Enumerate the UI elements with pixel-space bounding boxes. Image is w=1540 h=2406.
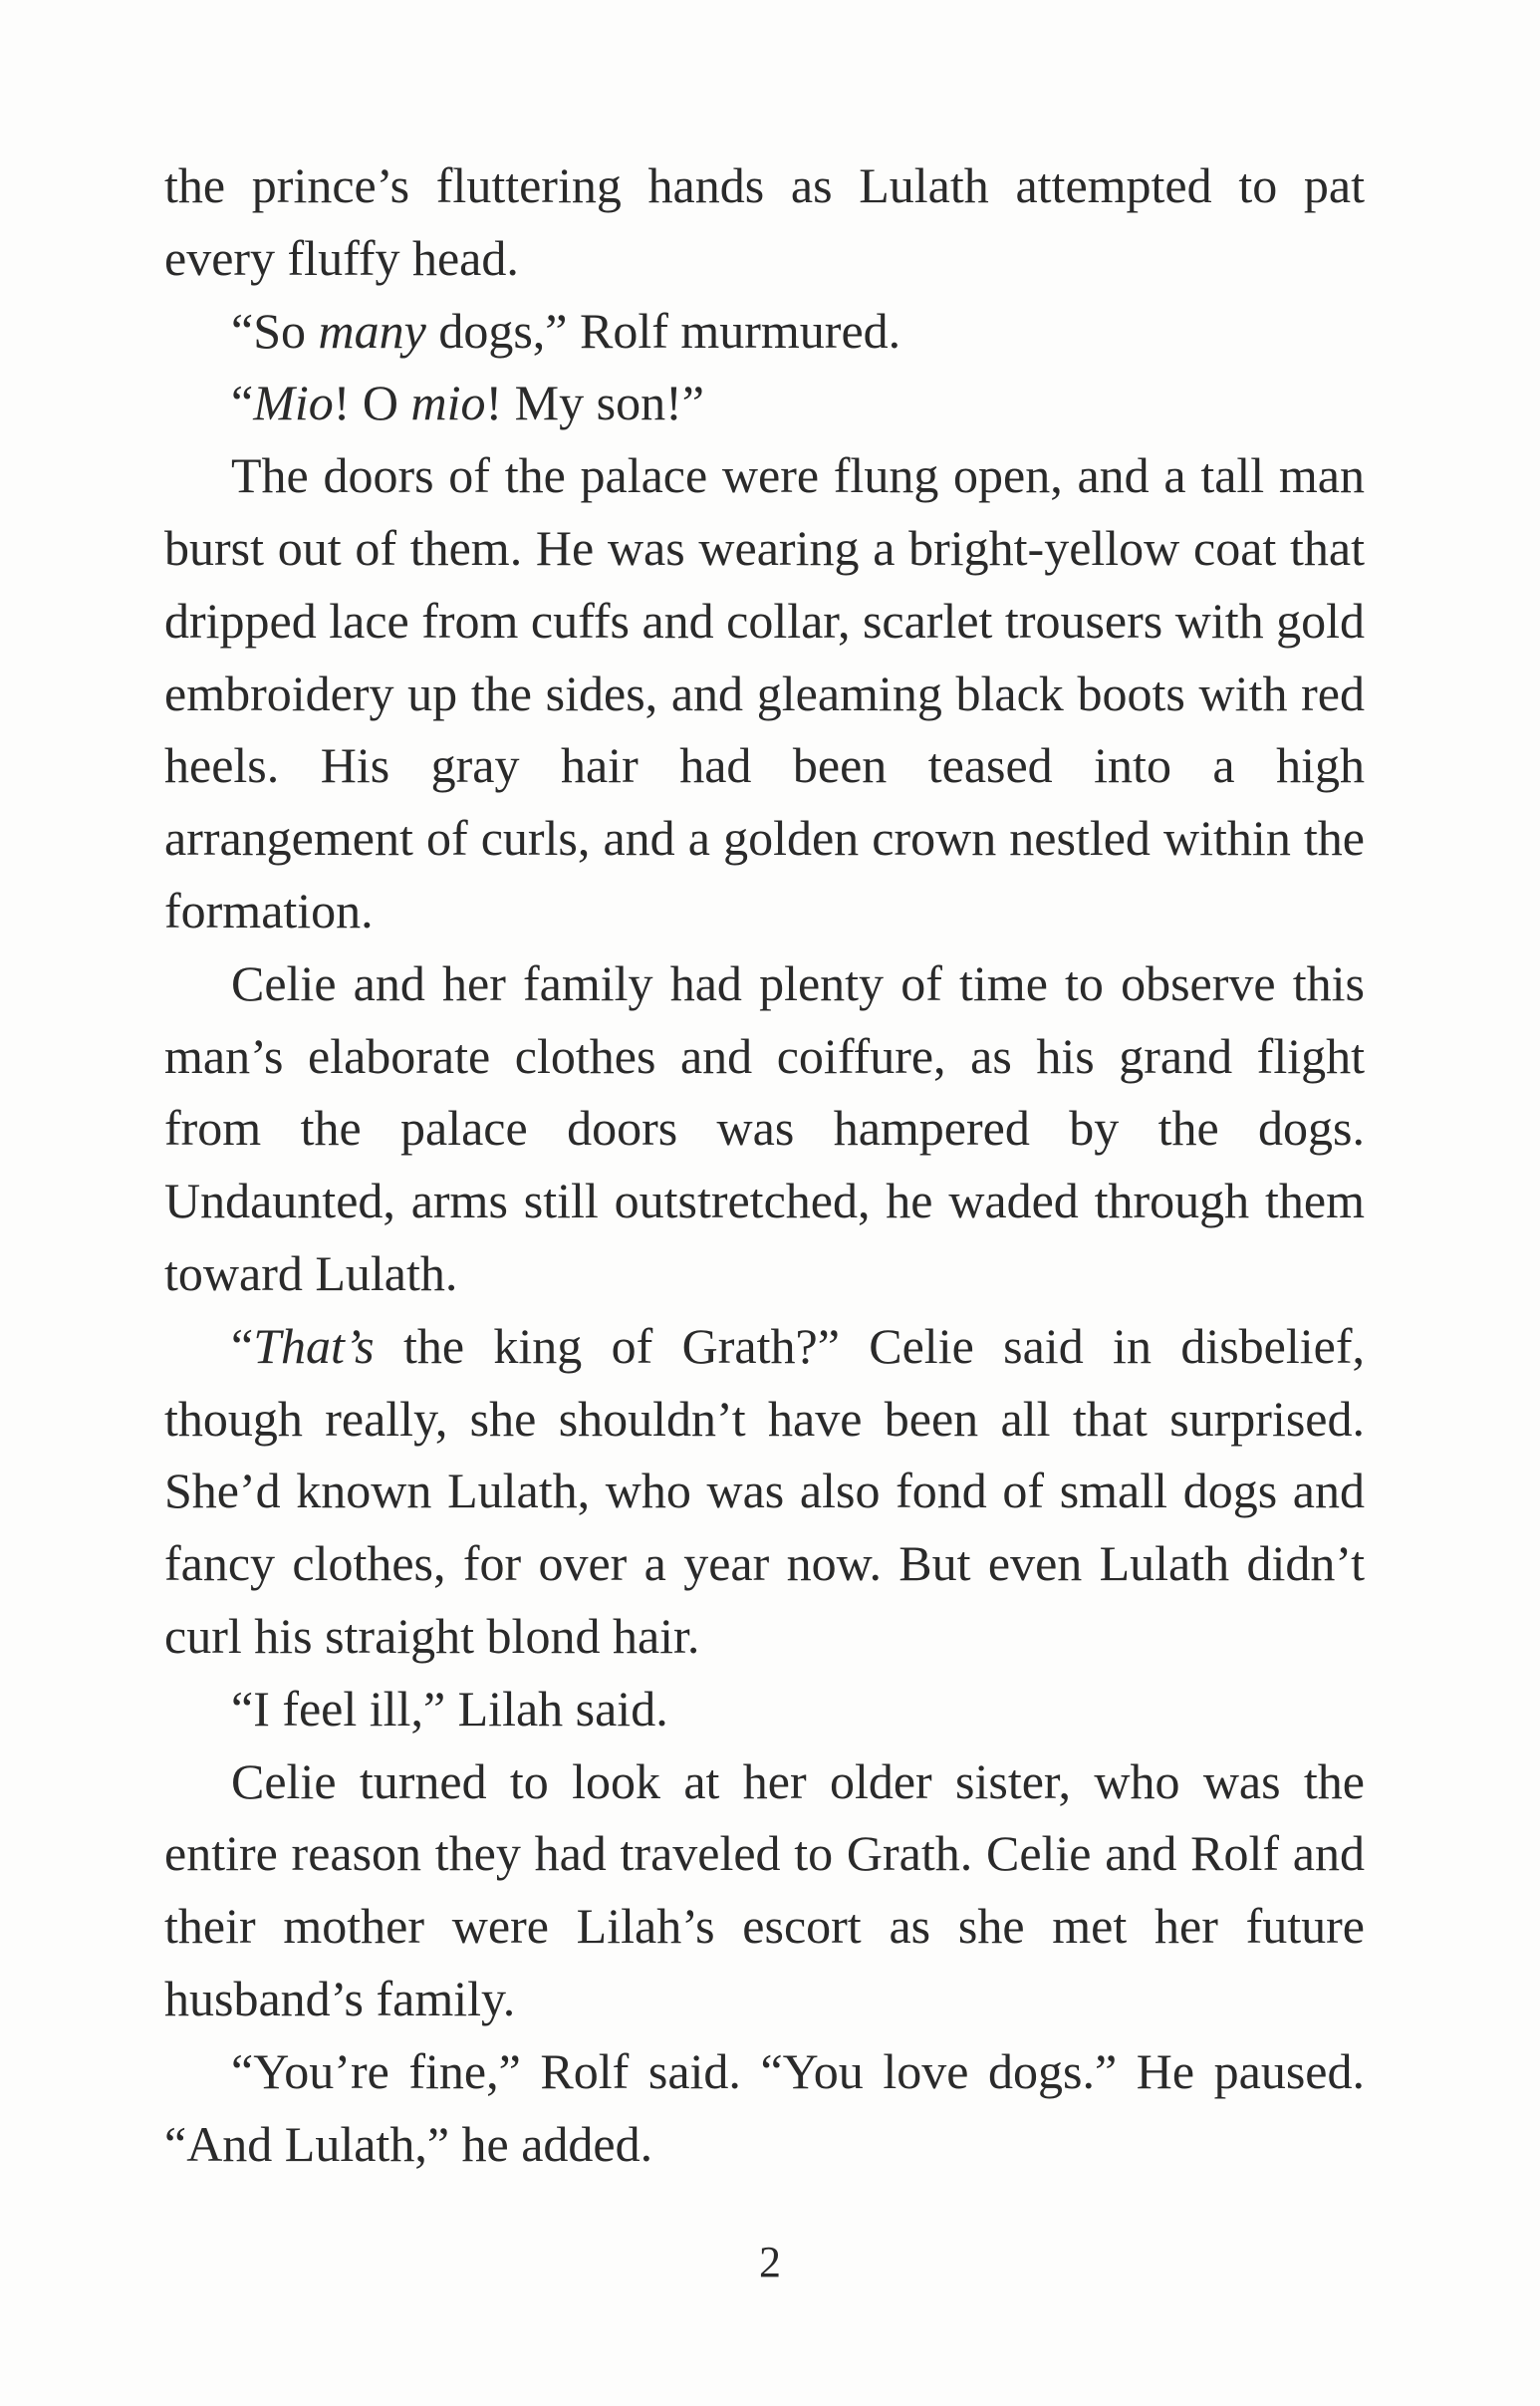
paragraph (164, 2035, 1365, 2181)
italic-text: Mio (253, 375, 334, 431)
italic-text: mio (410, 375, 486, 431)
text-segment: “ (231, 1317, 254, 1374)
paragraph (164, 149, 1365, 295)
text-segment: Celie turned to look at her older sister, who was the entire reason they had traveled to Grath. Celie and Rolf and their mother were Lilah’s escort as she met her future husband’s family. (164, 1752, 1365, 2026)
paragraph (164, 295, 1365, 368)
italic-text: That’s (253, 1317, 375, 1374)
paragraph (164, 439, 1365, 947)
text-segment: ! O (333, 375, 411, 431)
body-text (164, 149, 1365, 2180)
text-segment: ! My son!” (485, 375, 704, 431)
text-segment: The doors of the palace were flung open, and a tall man burst out of them. He was wearing a bright-yellow coat that dripped lace from cuffs and collar, scarlet trousers with gold embroidery up the sides, and gleaming black boots with red heels. His gray hair had been teased into a high arrangement of curls, and a golden crown nestled within the formation. (164, 447, 1366, 938)
text-segment: “ (231, 375, 254, 431)
paragraph (164, 367, 1365, 439)
paragraph (164, 1310, 1365, 1673)
italic-text: many (318, 302, 426, 359)
paragraph (164, 1745, 1365, 2035)
page-number: 2 (759, 2238, 781, 2286)
text-segment: the prince’s fluttering hands as Lulath attempted to pat every fluffy head. (164, 157, 1365, 286)
text-segment: Celie and her family had plenty of time to observe this man’s elaborate clothes and coiffure, as his grand flight from the palace doors was hampered by the dogs. Undaunted, arms still outstretched, he waded through them toward Lulath. (164, 954, 1365, 1301)
text-segment: “You’re fine,” Rolf said. “You love dogs.” He paused. “And Lulath,” he added. (164, 2042, 1365, 2172)
text-segment: “I feel ill,” Lilah said. (231, 1680, 668, 1737)
paragraph (164, 947, 1365, 1310)
text-segment: “So (231, 302, 319, 359)
text-segment: the king of Grath?” Celie said in disbelief, though really, she shouldn’t have been all that surprised. She’d known Lulath, who was also fond of small dogs and fancy clothes, for over a year now. But even Lulath didn’t curl his straight blond hair. (164, 1317, 1365, 1664)
paragraph (164, 1673, 1365, 1745)
text-segment: dogs,” Rolf murmured. (425, 302, 901, 359)
